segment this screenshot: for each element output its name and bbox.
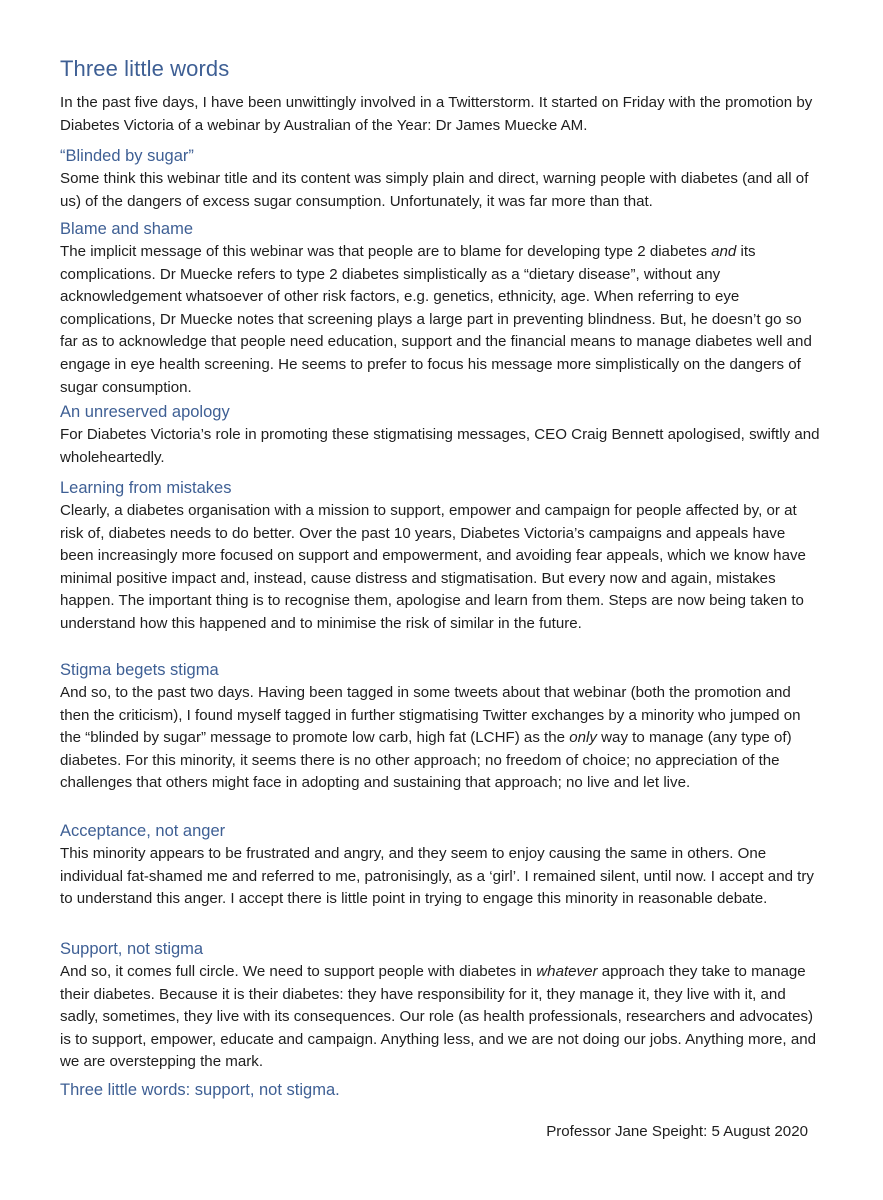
section-blame-and-shame	[60, 218, 820, 399]
section-heading: Learning from mistakes	[60, 479, 232, 497]
paragraph-text: And so, it comes full circle. We need to support people with diabetes in	[60, 963, 537, 980]
section-heading: “Blinded by sugar”	[60, 147, 194, 165]
section-heading: Acceptance, not anger	[60, 822, 226, 840]
section-heading: Support, not stigma	[60, 940, 204, 958]
section-paragraph: Clearly, a diabetes organisation with a mission to support, empower and campaign for people affected by, or at risk of, diabetes needs to do better. Over the past 10 years, Diabetes Victoria’s campaigns and appeals have been increasingly more focused on support and empowerment, and avoiding fear appeals, which we know have minimal positive impact and, instead, cause distress and stigmatisation. But every now and again, mistakes happen. The important thing is to recognise them, apologise and learn from them. Steps are now being taken to understand how this happened and to minimise the risk of similar in the future.	[60, 502, 806, 632]
section-learning-from-mistakes	[60, 477, 820, 636]
paragraph-text: approach they take to manage their diabetes. Because it is their diabetes: they have responsibility for it, they manage it, they live with it, and sadly, sometimes, they live with its consequences. Our role (as health professionals, researchers and advocates) is to support, empower, educate and campaign. Anything less, and we are not doing our jobs. Anything more, and we are overstepping the mark.	[60, 963, 816, 1071]
section-paragraph: This minority appears to be frustrated and angry, and they seem to enjoy causing the same in others. One individual fat-shamed me and referred to me, patronisingly, as a ‘girl’. I remained silent, until now. I accept and try to understand this anger. I accept there is little point in trying to engage this minority in reasonable debate.	[60, 845, 814, 908]
paragraph-text: way to manage (any type of) diabetes. For this minority, it seems there is no other approach; no freedom of choice; no appreciation of the challenges that others might face in adopting and sustaining that approach; no live and let live.	[60, 729, 792, 792]
section-stigma-begets-stigma	[60, 659, 820, 795]
section-paragraph	[60, 682, 820, 795]
section-heading: An unreserved apology	[60, 403, 230, 421]
paragraph-text: And so, to the past two days. Having been tagged in some tweets about that webinar (both the promotion and then the criticism), I found myself tagged in further stigmatising Twitter exchanges by a minority who jumped on the “blinded by sugar” message to promote low carb, high fat (LCHF) as the	[60, 684, 801, 747]
section-heading: Blame and shame	[60, 220, 193, 238]
intro-paragraph: In the past five days, I have been unwittingly involved in a Twitterstorm. It started on Friday with the promotion by Diabetes Victoria of a webinar by Australian of the Year: Dr James Muecke AM.	[60, 94, 813, 134]
section-unreserved-apology	[60, 401, 820, 469]
section-support-not-stigma	[60, 938, 820, 1074]
section-paragraph	[60, 961, 820, 1074]
emphasis-text: and	[711, 243, 737, 260]
section-paragraph	[60, 241, 820, 399]
author-signature: Professor Jane Speight: 5 August 2020	[546, 1123, 808, 1140]
paragraph-text: The implicit message of this webinar was that people are to blame for developing type 2 diabetes	[60, 243, 712, 260]
intro-section	[60, 92, 820, 137]
section-heading: Stigma begets stigma	[60, 661, 219, 679]
emphasis-text: whatever	[536, 963, 598, 980]
emphasis-text: only	[569, 729, 597, 747]
section-acceptance-not-anger	[60, 820, 820, 911]
section-blinded-by-sugar	[60, 145, 820, 213]
closing-line: Three little words: support, not stigma.	[60, 1081, 340, 1099]
document-title: Three little words	[60, 56, 230, 81]
section-paragraph: For Diabetes Victoria’s role in promoting these stigmatising messages, CEO Craig Bennett apologised, swiftly and wholeheartedly.	[60, 426, 820, 466]
section-paragraph: Some think this webinar title and its content was simply plain and direct, warning people with diabetes (and all of us) of the dangers of excess sugar consumption. Unfortunately, it was far more than that.	[60, 170, 809, 210]
paragraph-text: its complications. Dr Muecke refers to type 2 diabetes simplistically as a “dietary disease”, without any acknowledgement whatsoever of other risk factors, e.g. genetics, ethnicity, age. When referring to eye complications, Dr Muecke notes that screening plays a large part in preventing blindness. But, he doesn’t go so far as to acknowledge that people need education, support and the financial means to manage diabetes well and engage in eye health screening. He seems to prefer to focus his message more simplistically on the dangers of sugar consumption.	[60, 243, 812, 396]
